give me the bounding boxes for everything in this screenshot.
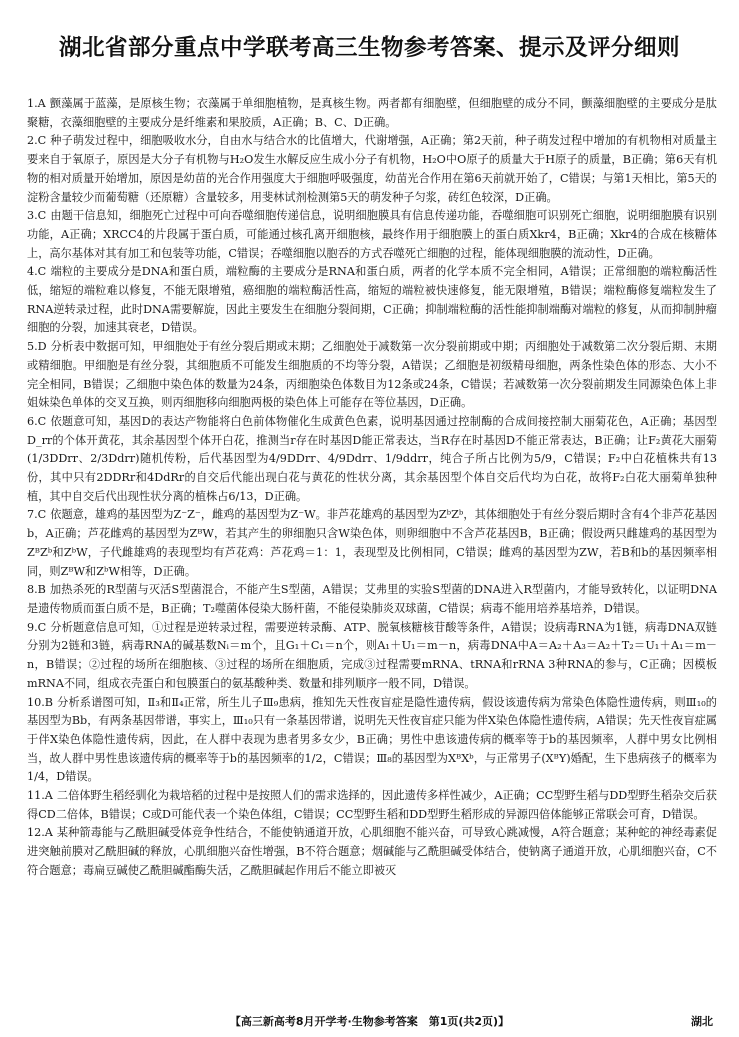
answer-item-2 [27,132,717,207]
item-number: 5.D [27,340,47,354]
item-number: 6.C [27,414,47,428]
answer-item-12 [27,824,717,880]
answer-item-6 [27,413,717,507]
item-text: 二倍体野生稻经驯化为栽培稻的过程中是按照人们的需求选择的，因此遗传多样性减少，A正确；CC型野生稻与DD型野生稻杂交后获得CD二倍体，B错误；C或D可能代表一个染色体组，C错误；CC型野生稻和DD型野生稻形成的异源四倍体能够正常联会可育，D错误。 [27,789,717,821]
answer-item-8 [27,581,717,618]
item-number: 7.C [27,508,47,522]
answer-item-7 [27,506,717,581]
item-text: 种子萌发过程中，细胞吸收水分，自由水与结合水的比值增大，代谢增强，A正确；第2天前，种子萌发过程中增加的有机物相对质量主要来自于氧原子，原因是大分子有机物与H₂O发生水解反应生成小分子有机物，H₂O中O原子的质量大于H原子的质量，B正确；第6天有机物的相对质量开始增加，原因是幼苗的光合作用强度大于细胞呼吸强度，幼苗光合作用在第6天前就开始了，C错误；与第1天相比，第5天的淀粉含量较少而葡萄糖（还原糖）含量较多，用斐林试剂检测第5天的萌发种子匀浆，砖红色较深，D正确。 [27,134,717,204]
item-text: 端粒的主要成分是DNA和蛋白质，端粒酶的主要成分是RNA和蛋白质，两者的化学本质不完全相同，A错误；正常细胞的端粒酶活性低，缩短的端粒难以修复，不能无限增殖，癌细胞的端粒酶活性高，缩短的端粒被快速修复，能无限增殖，B错误；端粒酶修复端粒发生了RNA逆转录过程，此时DNA需要解旋，因此主要发生在细胞分裂间期，C正确；抑制端粒酶的活性能抑制端酶对端粒的修复，从而抑制肿瘤细胞的分裂，加速其衰老，D错误。 [27,265,717,335]
item-number: 8.B [27,583,46,597]
item-number: 9.C [27,620,47,634]
item-text: 依题意可知，基因D的表达产物能将白色前体物催化生成黄色色素，说明基因通过控制酶的合成间接控制大丽菊花色，A正确；基因型D_rr的个体开黄花，其余基因型个体开白花，推测当r存在时基因D能正常表达，当R存在时基因D不能正常表达，B正确；让F₂黄花大丽菊(1/3DDrr、2/3Ddrr)随机传粉，后代基因型为4/9DDrr、4/9Ddrr、1/9ddrr，纯合子所占比例为5/9，C错误；F₂中白花植株共有13份，其中只有2DDRr和4DdRr的自交后代能出现白花与黄花的性状分离，其余基因型个体自交后代均为白花，故将F₂白花大丽菊单独种植，其中自交后代出现性状分离的植株占6/13，D正确。 [27,414,717,503]
item-number: 12.A [27,826,53,840]
item-number: 4.C [27,265,47,279]
item-number: 1.A [27,97,46,110]
answer-item-10 [27,694,717,788]
item-number: 2.C [27,134,47,148]
footer-page-info: 【高三新高考8月开学考·生物参考答案 第1页(共2页)】 [229,1015,510,1028]
answer-item-5 [27,338,717,413]
item-text: 依题意，雄鸡的基因型为Z⁻Z⁻，雌鸡的基因型为Z⁻W。非芦花雄鸡的基因型为ZᵇZᵇ，其体细胞处于有丝分裂后期时含有4个非芦花基因b，A正确；芦花雌鸡的基因型为ZᴮW，若其产生的卵细胞只含W染色体，则卵细胞中不含芦花基因B，B正确；假设两只雌雄鸡的基因型为ZᴮZᵇ和ZᵇW，子代雌雄鸡的表现型均有芦花鸡：芦花鸡＝1：1，表现型及比例相同，C错误；雌鸡的基因型为ZW，若B和b的基因频率相同，则ZᴮW和ZᵇW相等，D正确。 [27,508,717,578]
page-title: 湖北省部分重点中学联考高三生物参考答案、提示及评分细则 [58,35,680,61]
item-text: 分析表中数据可知，甲细胞处于有丝分裂后期或末期；乙细胞处于减数第一次分裂前期或中期；丙细胞处于减数第二次分裂后期、末期或精细胞。甲细胞是有丝分裂，其细胞质不可能发生细胞质的不均等分裂，A错误；乙细胞是初级精母细胞，两条性染色体的形态、大小不完全相同，B错误；乙细胞中染色体的数量为24条，丙细胞染色体数目为12条或24条，C错误；若减数第一次分裂前期发生同源染色体上非姐妹染色单体的交叉互换，则丙细胞移向细胞两极的染色体上可能存在等位基因，D正确。 [27,340,717,410]
answer-item-4 [27,263,717,338]
answer-item-11 [27,787,717,824]
item-text: 加热杀死的R型菌与灭活S型菌混合，不能产生S型菌，A错误；艾弗里的实验S型菌的DNA进入R型菌内，才能导致转化，以证明DNA是遗传物质而蛋白质不是，B正确；T₂噬菌体侵染大肠杆菌，不能侵染肺炎双球菌，C错误；病毒不能用培养基培养，D错误。 [27,583,717,615]
page-footer [0,1011,739,1029]
answer-item-1 [27,95,717,132]
footer-region: 湖北 [691,1015,713,1028]
item-number: 11.A [27,789,53,803]
item-text: 分析题意信息可知，①过程是逆转录过程，需要逆转录酶、ATP、脱氧核糖核苷酸等条件，A错误；设病毒RNA为1链，病毒DNA双链分别为2链和3链，病毒RNA的碱基数Nᵢ＝m个，且G₁＋C₁＝n个，则A₁＋U₁＝m－n，病毒DNA中A＝A₂＋A₃＝A₂＋T₂＝U₁＋A₁＝m－n，B错误；②过程的场所在细胞核、③过程的场所在细胞质，完成③过程需要mRNA、tRNA和rRNA 3种RNA的参与，C正确；因模板mRNA不同，组成衣壳蛋白和包膜蛋白的氨基酸种类、数量和排列顺序一般不同，D错误。 [27,620,717,690]
answer-list [27,95,717,881]
item-text: 分析系谱图可知，Ⅱ₃和Ⅱ₄正常，所生儿子Ⅲ₉患病，推知先天性夜盲症是隐性遗传病，假设该遗传病为常染色体隐性遗传病，则Ⅲ₁₀的基因型为Bb，有两条基因带谱，事实上，Ⅲ₁₀只有一条基因带谱，说明先天性夜盲症只能为伴X染色体隐性遗传病，A错误；先天性夜盲症属于伴X染色体隐性遗传病，因此，在人群中表现为患者男多女少，B正确；男性中患该遗传病的概率等于b的基因频率，人群中男女比例相当，故人群中男性患该遗传病的概率等于b的基因频率的1/2，C错误；Ⅲ₈的基因型为XᴮXᵇ，与正常男子(XᴮY)婚配，生下患病孩子的概率为1/4，D错误。 [27,695,717,784]
item-text: 由题干信息知，细胞死亡过程中可向吞噬细胞传递信息，说明细胞膜具有信息传递功能，吞噬细胞可识别死亡细胞，说明细胞膜有识别功能，A正确；XRCC4的片段属于蛋白质，可能通过核孔离开细胞核，最终作用于细胞膜上的蛋白质Xkr4，B正确；Xkr4的合成在核糖体上，高尔基体对其有加工和包装等功能，C错误；吞噬细胞以胞吞的方式吞噬死亡细胞的过程，能体现细胞膜的流动性，D正确。 [27,209,717,260]
item-number: 10.B [27,695,54,709]
answer-item-9 [27,619,717,694]
item-text: 颤藻属于蓝藻，是原核生物；衣藻属于单细胞植物，是真核生物。两者都有细胞壁，但细胞壁的成分不同，颤藻细胞壁的主要成分是肽聚糖，衣藻细胞壁的主要成分是纤维素和果胶质，A正确；B、C、D正确。 [27,97,717,129]
answer-item-3 [27,207,717,263]
item-number: 3.C [27,209,47,223]
item-text: 某种箭毒能与乙酰胆碱受体竞争性结合，不能使钠通道开放，心肌细胞不能兴奋，可导致心跳减慢，A符合题意；某种蛇的神经毒素促进突触前膜对乙酰胆碱的释放，心肌细胞兴奋性增强，B不符合题意；烟碱能与乙酰胆碱受体结合，使钠离子通道开放，心肌细胞兴奋，C不符合题意；毒扁豆碱使乙酰胆碱酯酶失活，乙酰胆碱起作用后不能立即被灭 [27,826,717,877]
